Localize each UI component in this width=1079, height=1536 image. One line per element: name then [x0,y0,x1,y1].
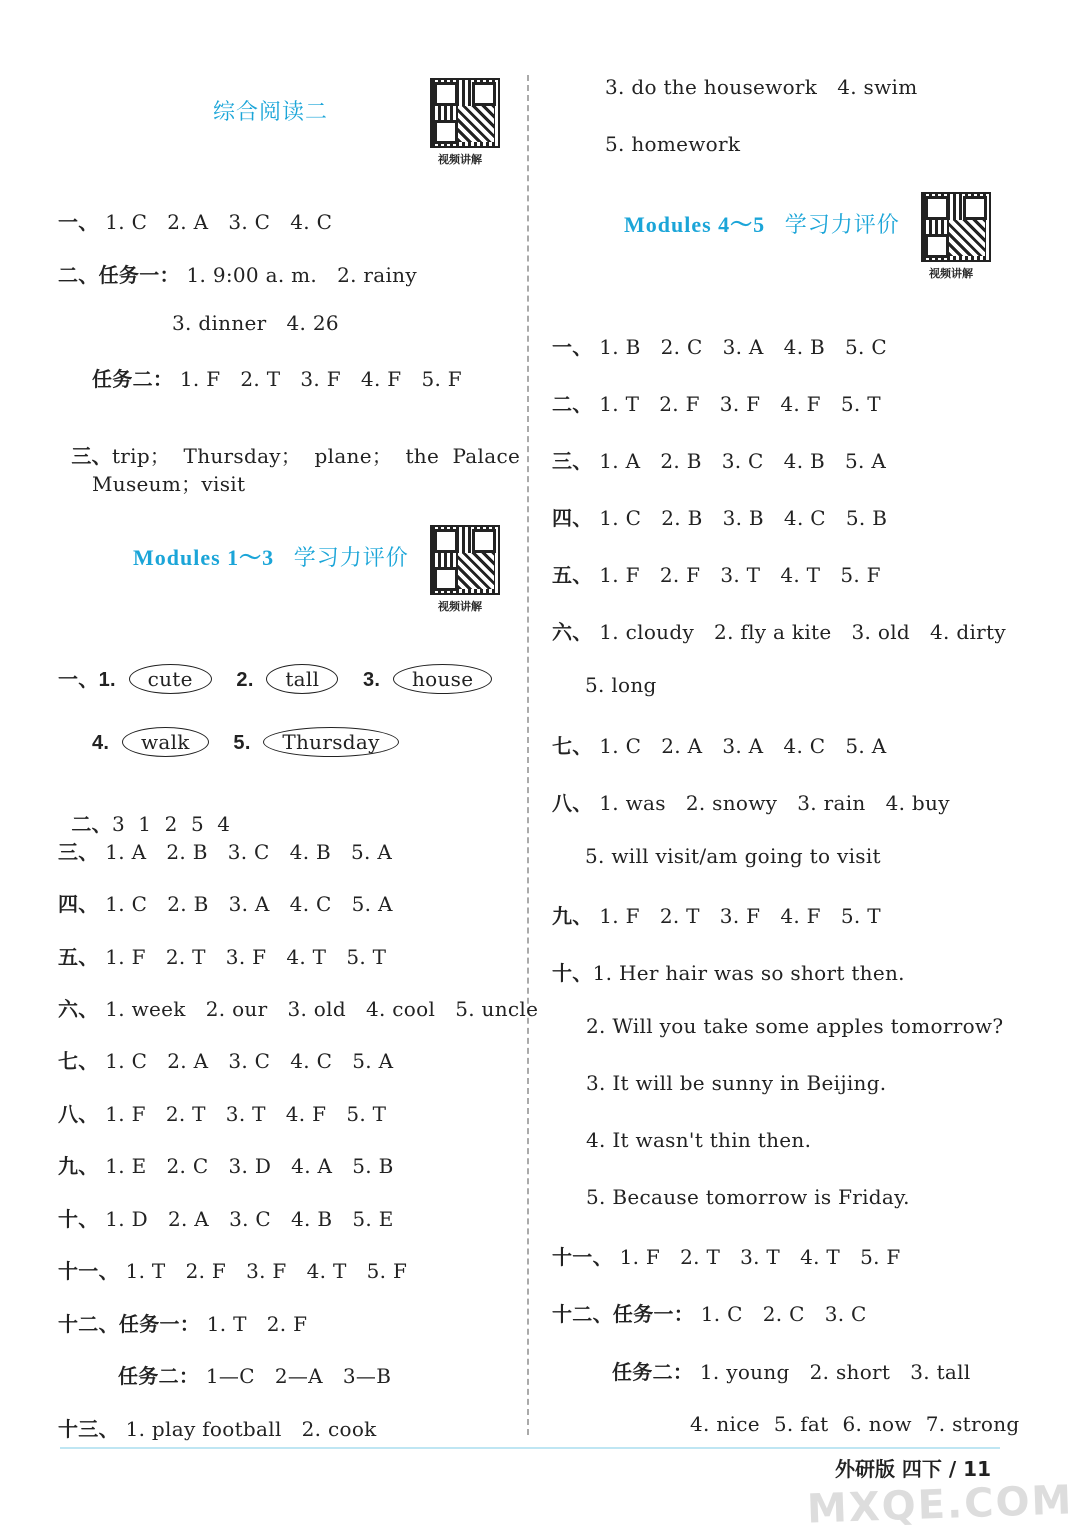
answer-row-m-10: 十、 1. D 2. A 3. C 4. B 5. E [58,1207,394,1231]
answer-row-l-2b: 3. dinner 4. 26 [172,311,339,335]
answer-row-r-top1: 3. do the housework 4. swim [605,75,918,99]
answer-row-l-2c: 任务二： 1. F 2. T 3. F 4. F 5. F [92,367,462,391]
circled-word: tall [266,664,338,694]
answer-row-m-7: 七、 1. C 2. A 3. C 4. C 5. A [58,1049,394,1073]
answer-row-r-7: 七、 1. C 2. A 3. A 4. C 5. A [552,734,887,758]
answer-row-m-5: 五、 1. F 2. T 3. F 4. T 5. T [58,945,387,969]
answer-row-l-1: 一、 1. C 2. A 3. C 4. C [58,210,333,234]
qr-label: 视频讲解 [438,153,482,166]
answer-row-m-12b: 任务二： 1—C 2—A 3—B [118,1364,392,1388]
answer-row-m-11: 十一、 1. T 2. F 3. F 4. T 5. F [58,1259,408,1283]
answer-row-l-3b: Museum；visit [92,472,246,496]
section-title-modules-4-5: Modules 4～5 学习力评价 [624,212,900,238]
answer-row-r-12a: 十二、任务一： 1. C 2. C 3. C [552,1302,867,1326]
answer-row-r-9: 九、 1. F 2. T 3. F 4. F 5. T [552,904,881,928]
answer-row-m-2: 二、3 1 2 5 4 [71,812,231,836]
answer-row-r-5: 五、 1. F 2. F 3. T 4. T 5. F [552,563,881,587]
qr-code-icon[interactable] [430,78,500,148]
circled-word: Thursday [263,727,398,757]
answer-row-m-1a: 一、1. cute 2. tall 3. house [58,663,498,694]
section-title-reading-2: 综合阅读二 [213,100,329,125]
answer-row-r-10e: 5. Because tomorrow is Friday. [586,1185,910,1209]
answer-row-r-1: 一、 1. B 2. C 3. A 4. B 5. C [552,335,887,359]
answer-row-m-9: 九、 1. E 2. C 3. D 4. A 5. B [58,1154,394,1178]
qr-label: 视频讲解 [438,600,482,613]
answer-row-r-11: 十一、 1. F 2. T 3. T 4. T 5. F [552,1245,901,1269]
answer-row-m-4: 四、 1. C 2. B 3. A 4. C 5. A [58,892,393,916]
answer-row-r-8b: 5. will visit/am going to visit [585,844,881,868]
qr-code-icon[interactable] [921,192,991,262]
answer-row-m-13: 十三、 1. play football 2. cook [58,1417,377,1441]
column-divider [527,75,529,1435]
answer-row-m-3: 三、 1. A 2. B 3. C 4. B 5. A [58,840,393,864]
answer-row-r-12c: 4. nice 5. fat 6. now 7. strong [690,1412,1020,1436]
answer-row-r-10c: 3. It will be sunny in Beijing. [586,1071,887,1095]
answer-row-m-6: 六、 1. week 2. our 3. old 4. cool 5. uncle [58,997,539,1021]
answer-row-r-3: 三、 1. A 2. B 3. C 4. B 5. A [552,449,887,473]
answer-row-r-10d: 4. It wasn't thin then. [586,1128,812,1152]
answer-row-m-8: 八、 1. F 2. T 3. T 4. F 5. T [58,1102,387,1126]
answer-row-l-2a: 二、任务一： 1. 9:00 a. m. 2. rainy [58,263,417,287]
circled-word: cute [129,664,212,694]
circled-word: walk [122,727,209,757]
answer-row-r-12b: 任务二： 1. young 2. short 3. tall [612,1360,971,1384]
footer-rule [60,1447,1000,1449]
answer-row-r-6b: 5. long [585,673,657,697]
answer-row-r-2: 二、 1. T 2. F 3. F 4. F 5. T [552,392,881,416]
answer-row-r-10a: 十、1. Her hair was so short then. [552,961,905,985]
qr-code-icon[interactable] [430,525,500,595]
circled-word: house [393,664,492,694]
answer-row-r-8a: 八、 1. was 2. snowy 3. rain 4. buy [552,791,950,815]
qr-label: 视频讲解 [929,267,973,280]
answer-row-l-3a: 三、trip； Thursday； plane； the Palace [71,444,521,468]
answer-row-r-4: 四、 1. C 2. B 3. B 4. C 5. B [552,506,888,530]
page-footer: 外研版 四下 / 11 [834,1457,991,1481]
answer-row-r-top2: 5. homework [605,132,741,156]
answer-row-m-1b: 4. walk 5. Thursday [92,727,405,757]
section-title-modules-1-3: Modules 1～3 学习力评价 [133,545,409,571]
answer-row-m-12a: 十二、任务一： 1. T 2. F [58,1312,308,1336]
answer-row-r-6a: 六、 1. cloudy 2. fly a kite 3. old 4. dirty [552,620,1006,644]
watermark: MXQE.COM [805,1477,1074,1533]
answer-row-r-10b: 2. Will you take some apples tomorrow? [586,1014,1004,1038]
